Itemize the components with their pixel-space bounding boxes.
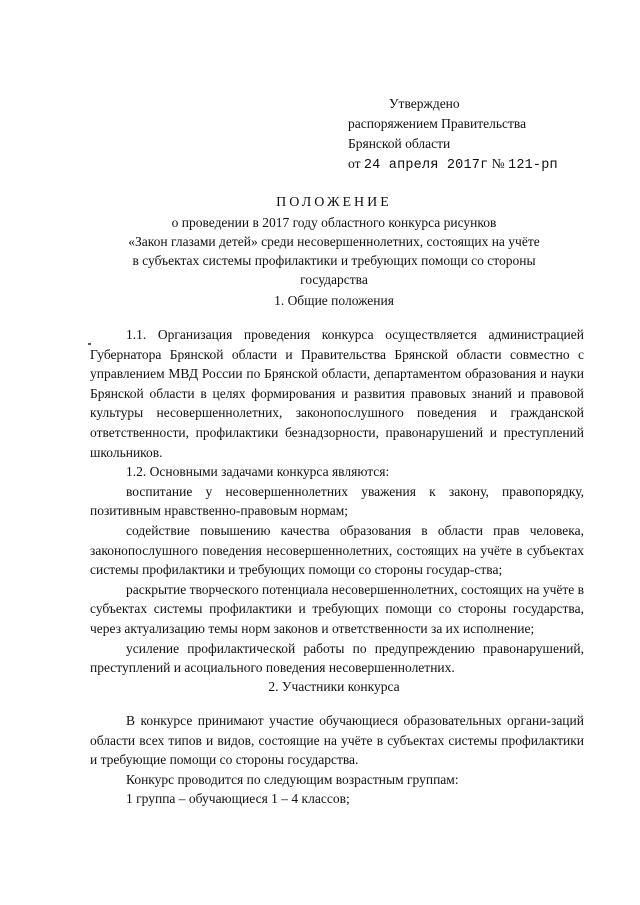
section-1-paragraph: 1.2. Основными задачами конкурса являются: [126,464,390,480]
section-2-heading: 2. Участники конкурса [268,679,400,694]
approval-number-sign: № [491,156,505,171]
section-1-paragraph: раскрытие творческого потенциала несовершеннолетних, состоящих на учёте в субъектах системы профилактики и требующих помощи со стороны государства, через актуализацию темы норм законов и ответственности за их исполнение; [90,581,584,636]
section-2-body [90,711,584,809]
approval-number: 121-рп [508,158,558,173]
approval-date: 24 апреля 2017г [363,158,489,173]
title-main: ПОЛОЖЕНИЕ [276,195,392,210]
approval-line-2: распоряжением Правительства [348,116,527,131]
section-2-paragraph: В конкурсе принимают участие обучающиеся образовательных органи-заций области всех типов и видов, состоящие на учёте в субъектах системы профилактики и требующие помощи со стороны государства. [90,713,584,768]
approval-date-prefix: от [348,156,361,171]
approval-date-line [348,154,628,176]
approval-line-1: Утверждено [389,96,460,111]
approval-stamp [348,94,628,176]
section-1-paragraph: 1.1. Организация проведения конкурса осуществляется администрацией Губернатора Брянской области и Правительства Брянской области совместно с управлением МВД России по Брянской области, департаментом образования и науки Брянской области в целях формирования и развития правовых знаний и правовой культуры несовершеннолетних, законопослушного поведения и гражданской ответственности, профилактики безнадзорности, правонарушений и преступлений школьников. [90,327,584,460]
title-sub-1: о проведении в 2017 году областного конкурса рисунков [171,215,497,230]
section-1-paragraph: содействие повышению качества образования в области прав человека, законопослушного поведения несовершеннолетних, состоящих на учёте в субъектах системы профилактики и требующих помощи со стороны государ-ства; [90,522,584,578]
approval-line-3: Брянской области [348,136,451,151]
title-sub-4: государства [300,272,368,287]
section-2-paragraph: Конкурс проводится по следующим возрастным группам: [126,771,459,787]
title-sub-3: в субъектах системы профилактики и требующих помощи со стороны [132,253,536,268]
section-1-heading: 1. Общие положения [274,293,394,308]
section-1-paragraph: воспитание у несовершеннолетних уважения к закону, правопорядку, позитивным нравственно-правовым нормам; [90,483,584,519]
document-title [60,193,608,289]
title-sub-2: «Закон глазами детей» среди несовершеннолетних, состоящих на учёте [128,234,540,249]
section-2-paragraph: 1 группа – обучающиеся 1 – 4 классов; [126,791,350,807]
section-1-paragraph: усиление профилактической работы по предупреждению правонарушений, преступлений и асоциального поведения несовершеннолетних. [90,640,584,676]
section-1-body [90,325,584,678]
